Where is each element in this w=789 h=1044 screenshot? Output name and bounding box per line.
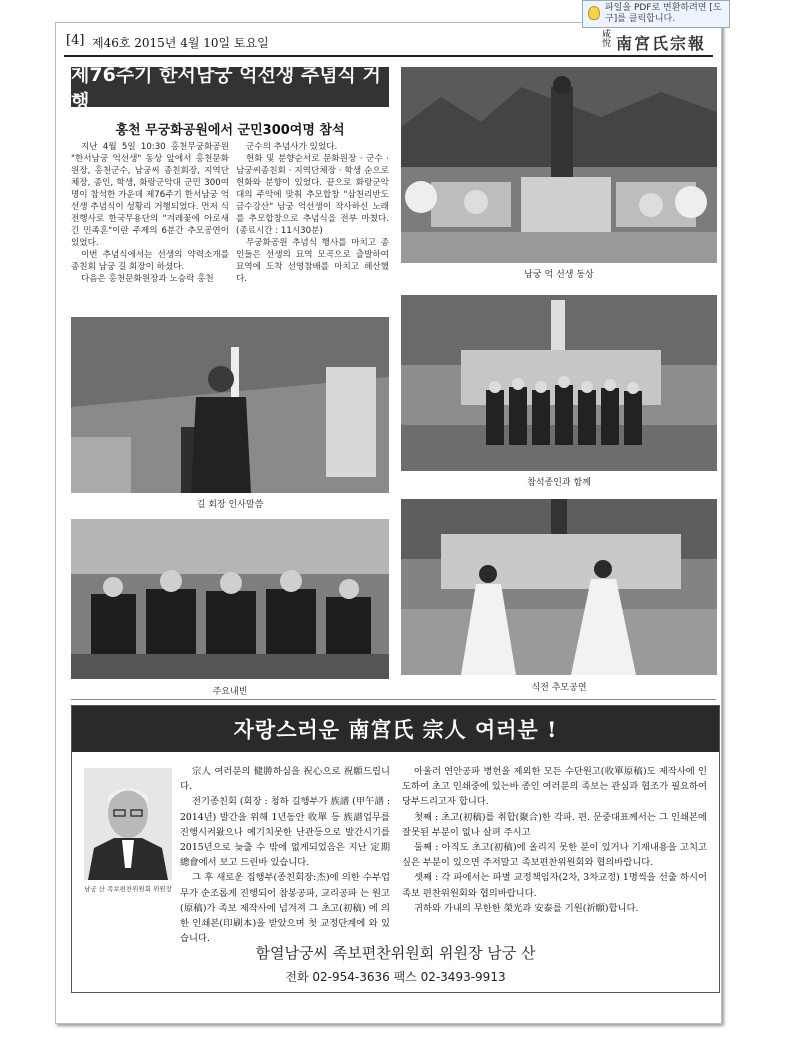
article-column-2 bbox=[236, 141, 389, 285]
section-divider bbox=[71, 699, 716, 700]
notice-paragraph: 둘째 : 아직도 초고(初稿)에 올리지 못한 분이 있거나 기재내용을 고치고 싶은 부분이 있으면 주저말고 족보편찬위원회와 협의바랍니다. bbox=[402, 842, 707, 869]
article-column-1 bbox=[71, 141, 229, 285]
header-rule bbox=[64, 55, 713, 57]
portrait-photo bbox=[84, 768, 172, 880]
photo-dance bbox=[401, 499, 717, 675]
photo-statue bbox=[401, 67, 717, 263]
caption-dance: 식전 추모공연 bbox=[531, 683, 587, 693]
notice-paragraph: 셋째 : 각 파에서는 파별 교정책임자(2차, 3차교정) 1명씩을 선출 하시어 족보 편찬위원회와 협의바랍니다. bbox=[402, 872, 707, 899]
article-paragraph: 다음은 홍천문화원장과 노승락 홍천 bbox=[81, 274, 214, 284]
notice-contact: 전화 02-954-3636 팩스 02-3493-9913 bbox=[285, 970, 506, 984]
article-paragraph: 무궁화공원 추념식 행사를 마치고 종인들은 선생의 묘역 모곡으로 출발하여 묘역에 도착 선영참배를 마치고 해산했다. bbox=[236, 238, 389, 284]
article-paragraph: 헌화 및 분향순서로 문화원장 · 군수 · 남궁씨종친회 · 지역단체장 · 학생 순으로 헌화와 분향이 있었다. 끝으로 화랑군악대의 주악에 맞춰 추모합창 "삼천리반도 금수강산" 남궁 억선생이 작사하신 노래를 추모합창으로 추념식을 전부 마쳤다.(종료시간 : 11시30분) bbox=[236, 154, 389, 236]
masthead: 南宮氏宗報 bbox=[616, 34, 707, 53]
notice-right-column bbox=[402, 764, 707, 916]
page-number: [4] bbox=[66, 33, 85, 48]
article-subheadline: 홍천 무궁화공원에서 군민300여명 참석 bbox=[115, 123, 345, 138]
notice-paragraph: 아울러 연안공파 병헌을 제외한 모든 수단원고(收單原稿)도 제작사에 인도하여 초고 인쇄중에 있는바 종인 여러분의 족보는 관심과 협조가 필요하여 당부드리고자 합니다. bbox=[402, 766, 708, 808]
notice-paragraph: 귀하와 가내의 무한한 榮光과 安泰를 기원(祈願)합니다. bbox=[414, 902, 639, 914]
notice-paragraph: 첫째 : 초고(初稿)를 취합(聚合)한 각파. 편. 문중대표께서는 그 인쇄본에 잘못된 부분이 없나 살펴 주시고 bbox=[402, 811, 707, 838]
article-paragraph: 지난 4월 5일 10:30 홍천무궁화공원 "한서남궁 억선생" 동상 앞에서 홍천문화원장, 홍천군수, 남궁씨 종친회장, 지역단체장, 종인, 학생, 화랑군악대 군민 300여 명이 참석한 가운데 제76주기 한서남궁 억선생 추념식이 성황리 거행되었다. 먼저 식전행사로 한국무용단의 "겨레꽃에 아로새긴 민족혼"이란 주제의 6분간 추모공연이 있었다. bbox=[71, 142, 229, 248]
photo-group bbox=[401, 295, 717, 471]
portrait-caption: 남궁 산 족보편찬위원회 위원장 bbox=[84, 885, 172, 893]
issue-date: 제46호 2015년 4월 10일 토요일 bbox=[92, 36, 269, 50]
masthead-small: 咸悅 bbox=[600, 29, 610, 47]
article-headline: 제76주기 한서남궁 억선생 추념식 거행 bbox=[71, 67, 389, 107]
notice-left-column bbox=[180, 764, 390, 946]
tooltip-text: 파일을 PDF로 변환하려면 [도구]를 클릭합니다. bbox=[605, 3, 722, 24]
lightbulb-icon bbox=[588, 6, 600, 20]
photo-speech bbox=[71, 317, 389, 493]
notice-paragraph: 전기종친회 (회장 : 청하 길행부가 族譜 (甲午譜 : 2014년) 발간을 위해 1년동안 收單 등 族譜업무를 진행시켜왔으나 예기치못한 난관등으로 발간시기를 2015년으로 늦출 수 밖에 없게되었음은 지난 定期總會에서 보고 드린바 있습니다. bbox=[180, 796, 390, 869]
notice-title: 자랑스러운 南宮氏 宗人 여러분 ! bbox=[72, 706, 719, 752]
newspaper-page bbox=[55, 22, 722, 1024]
notice-signature: 함열남궁씨 족보편찬위원회 위원장 남궁 산 bbox=[255, 944, 536, 962]
article-paragraph: 군수의 추념사가 있었다. bbox=[246, 142, 338, 152]
caption-speech: 길 회장 인사말씀 bbox=[196, 500, 264, 510]
notice-box bbox=[71, 705, 720, 993]
caption-group: 참석종인과 함께 bbox=[527, 478, 591, 488]
photo-guests bbox=[71, 519, 389, 679]
article-paragraph: 이번 추념식에서는 선생의 약력소개를 종친회 남궁 길 회장이 하셨다. bbox=[71, 250, 229, 272]
notice-paragraph: 그 후 새로운 집행부(종친회장:杰)에 의한 수부업무가 순조롭게 진행되어 참봉공파, 교리공파 는 원고(原稿)가 족보 제작사에 넘겨져 그 초고(初稿) 에 의한 인쇄본(印刷本)을 받았으며 첫 교정단계에 와 있습니다. bbox=[180, 872, 390, 945]
caption-guests: 주요내빈 bbox=[212, 687, 248, 697]
notice-paragraph: 宗人 여러분의 健勝하심을 祝心으로 祝願드립니다. bbox=[180, 766, 390, 793]
caption-statue: 남궁 억 선생 동상 bbox=[524, 270, 594, 280]
pdf-convert-tooltip[interactable] bbox=[582, 0, 730, 28]
